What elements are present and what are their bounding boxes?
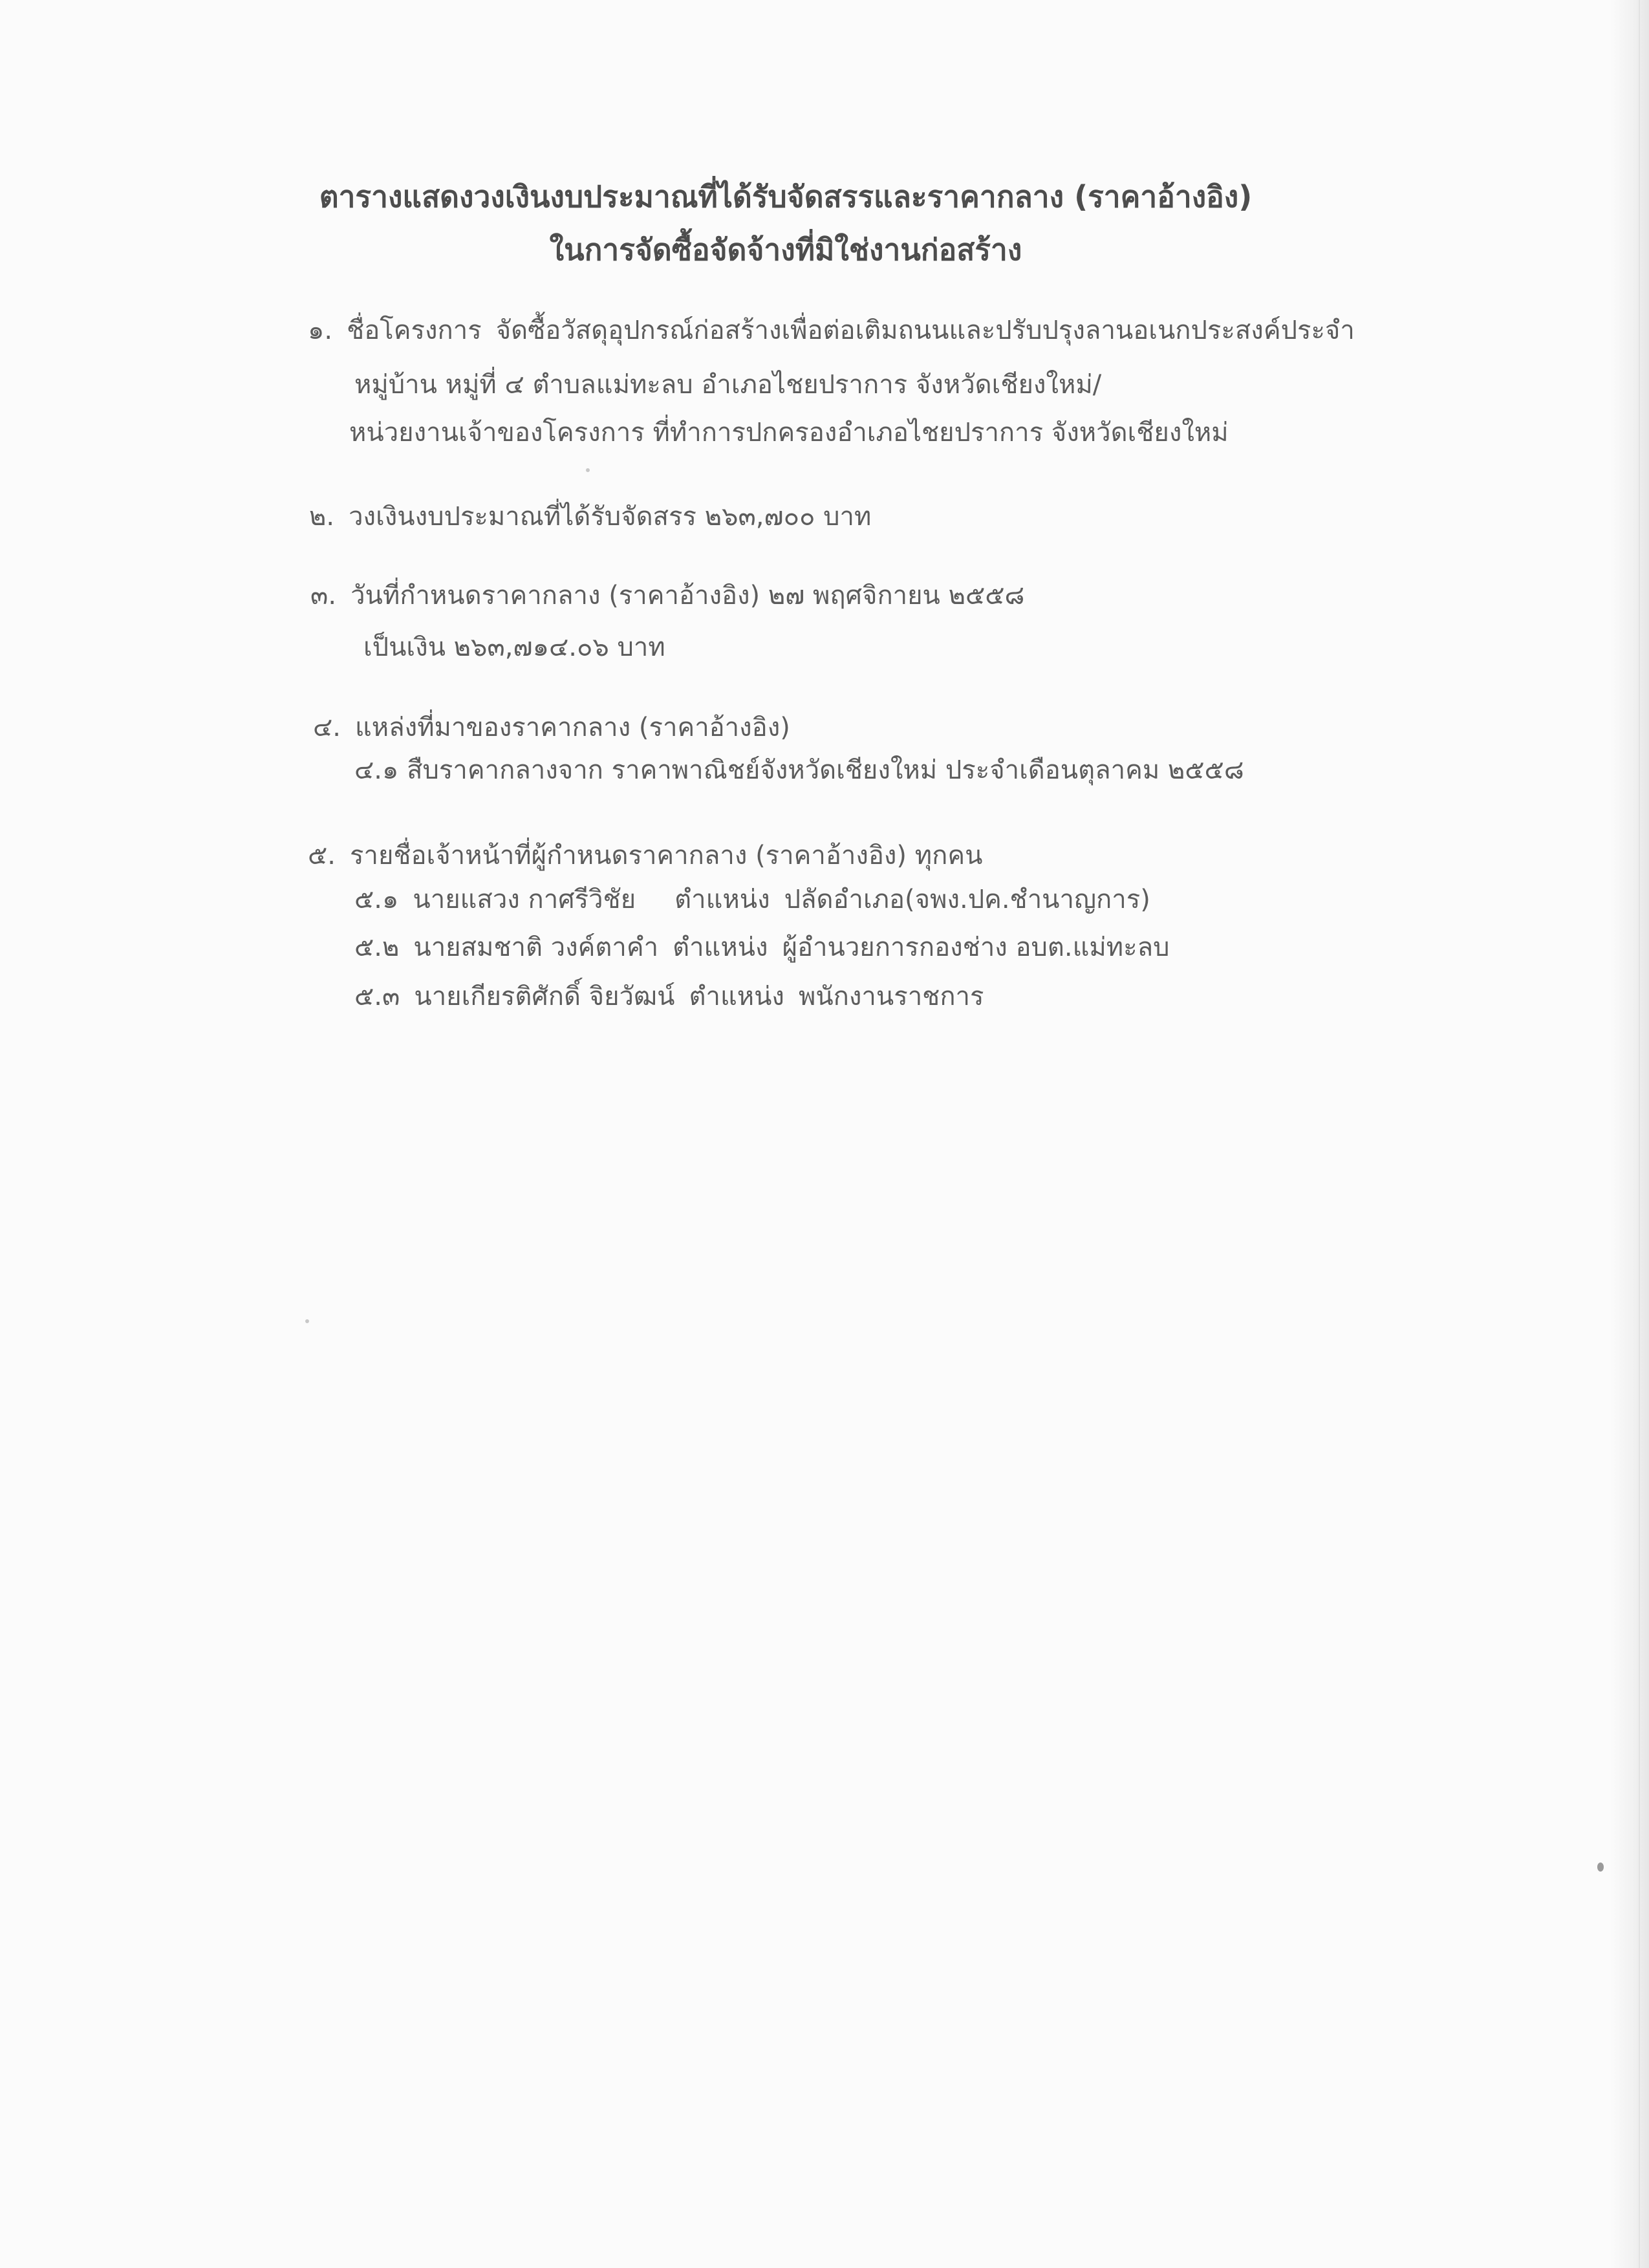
scan-speck [305, 1319, 309, 1323]
person-number: ๕.๓ [354, 982, 400, 1011]
person-role-label: ตำแหน่ง [689, 982, 784, 1011]
item-2-text: วงเงินงบประมาณที่ได้รับจัดสรร ๒๖๓,๗๐๐ บาท [349, 502, 872, 532]
item-1-line-3: หน่วยงานเจ้าของโครงการ ที่ทำการปกครองอำเภอไชยปราการ จังหวัดเชียงใหม่ [349, 418, 1229, 448]
item-1-text: จัดซื้อวัสดุอุปกรณ์ก่อสร้างเพื่อต่อเติมถนนและปรับปรุงลานอเนกประสงค์ประจำ [495, 316, 1355, 345]
item-3-number: ๓. [310, 581, 337, 610]
item-3-line-1 [310, 574, 1024, 616]
scan-speck [586, 468, 590, 472]
item-2-number: ๒. [309, 502, 335, 532]
item-4-text: แหล่งที่มาของราคากลาง (ราคาอ้างอิง) [355, 713, 790, 742]
item-5-text: รายชื่อเจ้าหน้าที่ผู้กำหนดราคากลาง (ราคาอ้างอิง) ทุกคน [350, 841, 983, 870]
item-5-line-1 [308, 834, 982, 876]
item-1-label: ชื่อโครงการ [347, 316, 482, 345]
item-2-line-1 [309, 495, 871, 537]
item-1-line-2: หมู่บ้าน หมู่ที่ ๔ ตำบลแม่ทะลบ อำเภอไชยปราการ จังหวัดเชียงใหม่/ [354, 370, 1102, 400]
person-role-label: ตำแหน่ง [674, 885, 770, 914]
person-role: พนักงานราชการ [798, 982, 984, 1011]
item-4-line-1 [313, 706, 790, 748]
item-1-line-1 [308, 309, 1355, 351]
person-row [354, 975, 984, 1017]
item-4-number: ๔. [313, 713, 341, 742]
person-name: นายแสวง กาศรีวิชัย [413, 885, 636, 914]
person-number: ๕.๒ [354, 933, 400, 962]
scan-page-fold [1639, 0, 1640, 2268]
person-row [354, 878, 1150, 920]
title-line-1: ตารางแสดงวงเงินงบประมาณที่ได้รับจัดสรรและราคากลาง (ราคาอ้างอิง) [319, 179, 1253, 214]
person-role: ปลัดอำเภอ(จพง.ปค.ชำนาญการ) [784, 885, 1150, 914]
person-role-label: ตำแหน่ง [673, 933, 768, 962]
item-3-line-2: เป็นเงิน ๒๖๓,๗๑๔.๐๖ บาท [363, 632, 665, 662]
person-row [354, 926, 1170, 967]
scan-page-edge [1610, 0, 1649, 2268]
scan-speck [1597, 1863, 1604, 1872]
person-name: นายสมชาติ วงค์ตาคำ [413, 933, 659, 962]
person-number: ๕.๑ [354, 885, 399, 914]
item-4-sub-1: ๔.๑ สืบราคากลางจาก ราคาพาณิชย์จังหวัดเชียงใหม่ ประจำเดือนตุลาคม ๒๕๕๘ [354, 755, 1244, 785]
person-name: นายเกียรติศักดิ์ จิยวัฒน์ [414, 982, 675, 1011]
item-3-text: วันที่กำหนดราคากลาง (ราคาอ้างอิง) ๒๗ พฤศจิกายน ๒๕๕๘ [350, 581, 1025, 610]
item-1-number: ๑. [308, 316, 333, 345]
person-role: ผู้อำนวยการกองช่าง อบต.แม่ทะลบ [782, 933, 1170, 962]
title-line-2: ในการจัดซื้อจัดจ้างที่มิใช่งานก่อสร้าง [549, 232, 1022, 267]
item-5-number: ๕. [308, 841, 336, 870]
